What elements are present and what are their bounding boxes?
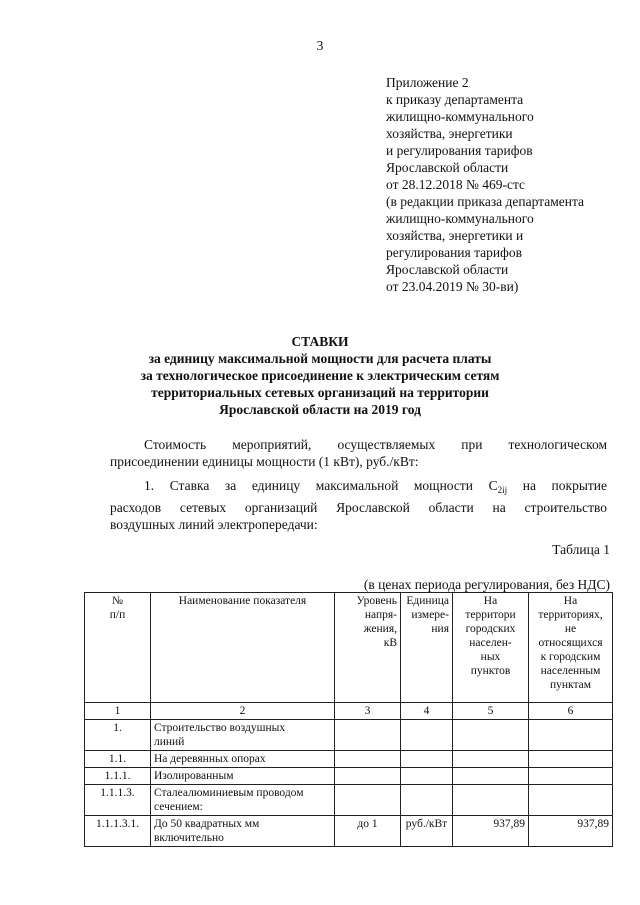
title-line: за единицу максимальной мощности для расчета платы — [148, 351, 492, 366]
appendix-line: к приказу департамента — [386, 92, 524, 107]
index-cell: 6 — [529, 703, 613, 720]
row-urban-value — [453, 751, 529, 768]
row-unit — [401, 785, 453, 816]
row-number: 1. — [85, 720, 151, 751]
table-index-row — [85, 703, 613, 720]
appendix-line: от 23.04.2019 № 30-ви) — [386, 279, 519, 294]
row-name: На деревянных опорах — [151, 751, 335, 768]
header-cell-name: Наименование показателя — [151, 593, 335, 703]
row-name: Изолированным — [151, 768, 335, 785]
row-rural-value — [529, 785, 613, 816]
header-cell-number: № п/п — [85, 593, 151, 703]
row-urban-value: 937,89 — [453, 816, 529, 847]
appendix-line: Ярославской области — [386, 160, 509, 175]
row-name: До 50 квадратных мм включительно — [151, 816, 335, 847]
row-voltage — [335, 751, 401, 768]
appendix-line: хозяйства, энергетики — [386, 126, 513, 141]
rate-paragraph — [110, 477, 607, 533]
table-row — [85, 816, 613, 847]
appendix-line: хозяйства, энергетики и — [386, 228, 524, 243]
row-voltage — [335, 720, 401, 751]
appendix-block — [386, 74, 626, 295]
row-voltage — [335, 785, 401, 816]
rate-text: 1. Ставка за единицу максимальной мощности С — [144, 478, 498, 493]
row-urban-value — [453, 720, 529, 751]
page-number: 3 — [316, 38, 324, 53]
intro-paragraph — [110, 436, 607, 470]
header-cell-urban: На территори городских населен- ных пунктов — [453, 593, 529, 703]
index-cell: 2 — [151, 703, 335, 720]
rate-text-tail: на покрытие — [507, 478, 607, 493]
row-unit — [401, 720, 453, 751]
appendix-line: жилищно-коммунального — [386, 109, 534, 124]
title-line: территориальных сетевых организаций на территории — [151, 385, 489, 400]
index-cell: 4 — [401, 703, 453, 720]
index-cell: 3 — [335, 703, 401, 720]
row-rural-value — [529, 768, 613, 785]
row-number: 1.1. — [85, 751, 151, 768]
paragraph-line — [110, 477, 607, 499]
table-label: Таблица 1 — [552, 542, 610, 557]
table-header-row — [85, 593, 613, 703]
appendix-line: от 28.12.2018 № 469-стс — [386, 177, 526, 192]
header-cell-rural: На территориях, не относящихся к городским населенным пунктам — [529, 593, 613, 703]
row-urban-value — [453, 785, 529, 816]
appendix-line: жилищно-коммунального — [386, 211, 534, 226]
row-name: Строительство воздушных линий — [151, 720, 335, 751]
table-row — [85, 720, 613, 751]
row-unit — [401, 751, 453, 768]
header-cell-unit: Единица измере- ния — [401, 593, 453, 703]
appendix-line: Приложение 2 — [386, 75, 469, 90]
row-rural-value — [529, 751, 613, 768]
paragraph-line: расходов сетевых организаций Ярославской области на строительство — [110, 500, 607, 515]
price-note: (в ценах периода регулирования, без НДС) — [363, 577, 610, 592]
rates-table — [84, 592, 613, 847]
appendix-line: регулирования тарифов — [386, 245, 523, 260]
title-line: СТАВКИ — [291, 334, 349, 349]
paragraph-line: воздушных линий электропередачи: — [110, 517, 318, 532]
row-number: 1.1.1.3.1. — [85, 816, 151, 847]
row-voltage — [335, 768, 401, 785]
row-unit — [401, 768, 453, 785]
paragraph-line: присоединении единицы мощности (1 кВт), руб./кВт: — [110, 454, 419, 469]
header-cell-voltage: Уровень напря- жения, кВ — [335, 593, 401, 703]
document-title — [100, 333, 540, 418]
row-urban-value — [453, 768, 529, 785]
row-voltage: до 1 — [335, 816, 401, 847]
paragraph-line: Стоимость мероприятий, осуществляемых при технологическом — [144, 437, 607, 452]
table-row — [85, 768, 613, 785]
row-number: 1.1.1.3. — [85, 785, 151, 816]
index-cell: 5 — [453, 703, 529, 720]
row-rural-value — [529, 720, 613, 751]
title-line: за технологическое присоединение к электрическим сетям — [140, 368, 500, 383]
appendix-line: (в редакции приказа департамента — [386, 194, 585, 209]
index-cell: 1 — [85, 703, 151, 720]
appendix-line: Ярославской области — [386, 262, 509, 277]
row-number: 1.1.1. — [85, 768, 151, 785]
table-row — [85, 751, 613, 768]
row-name: Сталеалюминиевым проводом сечением: — [151, 785, 335, 816]
title-line: Ярославской области на 2019 год — [219, 402, 421, 417]
table-row — [85, 785, 613, 816]
rate-subscript: 2ij — [497, 485, 508, 495]
row-rural-value: 937,89 — [529, 816, 613, 847]
appendix-line: и регулирования тарифов — [386, 143, 533, 158]
row-unit: руб./кВт — [401, 816, 453, 847]
